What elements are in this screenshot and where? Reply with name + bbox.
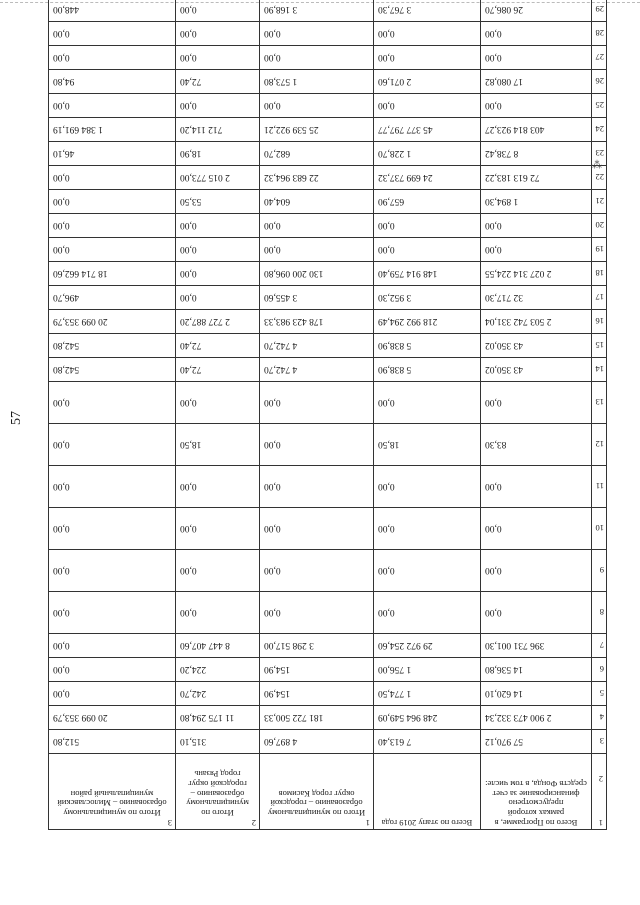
header-mark: 1 [365,818,370,828]
table-row [49,424,607,466]
table-row [49,262,607,286]
table-cell: 0,00 [176,592,260,634]
header-cell-stage-2019: Всего по этапу 2019 года [374,754,481,830]
header-text: Итого по муниципальному образованию – Милославский муниципальный район [57,788,167,819]
table-row [49,508,607,550]
table-row [49,0,607,22]
table-cell: 0,00 [176,508,260,550]
table-cell: 1 756,00 [374,658,481,682]
row-index-cell: 15 [592,334,607,358]
table-cell: 403 814 923,27 [481,118,592,142]
table-cell: 0,00 [374,46,481,70]
row-index-cell: 18 [592,262,607,286]
row-index-cell: 27 [592,46,607,70]
row-index-cell: 24 [592,118,607,142]
header-cell-total-program: Всего по Программе, в рамках которой предусмотрено финансирование за счет средств Фонда, в том числе: [481,754,592,830]
row-index-cell: 11 [592,466,607,508]
table-cell: 11 175 294,80 [176,706,260,730]
table-cell: 0,00 [49,382,176,424]
table-cell: 1 774,50 [374,682,481,706]
table-cell: 8 447 407,60 [176,634,260,658]
header-mark: 2 [251,818,256,828]
table-cell: 24 699 737,32 [374,166,481,190]
table-cell: 2 015 773,00 [176,166,260,190]
table-cell: 3 767,30 [374,0,481,22]
table-cell: 0,00 [374,382,481,424]
table-row [49,382,607,424]
table-cell: 315,10 [176,730,260,754]
table-cell: 29 972 254,60 [374,634,481,658]
table-cell: 682,70 [260,142,374,166]
table-body [49,0,607,830]
table-row [49,466,607,508]
table-cell: 0,00 [481,550,592,592]
table-cell: 0,00 [481,382,592,424]
table-cell: 7 613,40 [374,730,481,754]
table-cell: 4 742,70 [260,334,374,358]
table-cell: 2 503 742 331,04 [481,310,592,334]
row-index-cell: 22 [592,166,607,190]
row-index-cell: 28 [592,22,607,46]
table-row [49,214,607,238]
table-cell: 94,80 [49,70,176,94]
rotated-table-sheet [49,4,607,830]
table-row [49,70,607,94]
row-index-cell: 12 [592,424,607,466]
table-cell: 46,10 [49,142,176,166]
scan-speck: ⁂ [592,160,602,171]
row-index-cell: 21 [592,190,607,214]
table-cell: 0,00 [176,262,260,286]
table-cell: 0,00 [374,466,481,508]
table-cell: 0,00 [374,238,481,262]
table-cell: 18,50 [176,424,260,466]
table-cell: 0,00 [49,634,176,658]
table-row [49,166,607,190]
row-index-cell: 3 [592,730,607,754]
header-text: Итого по муниципальному образованию – городской округ город Рязань [186,769,249,819]
table-cell: 242,70 [176,682,260,706]
row-index-cell: 10 [592,508,607,550]
table-cell: 53,50 [176,190,260,214]
table-cell: 0,00 [176,550,260,592]
header-mark: 3 [167,818,172,828]
row-index-cell: 29 [592,0,607,22]
table-cell: 0,00 [176,382,260,424]
table-cell: 542,80 [49,358,176,382]
table-cell: 0,00 [176,466,260,508]
row-index-label: 2 [598,774,603,785]
table-row [49,634,607,658]
row-index-cell: 4 [592,706,607,730]
table-cell: 0,00 [49,682,176,706]
table-row [49,550,607,592]
table-cell: 0,00 [49,22,176,46]
table-cell: 0,00 [260,466,374,508]
table-cell: 72 613 183,22 [481,166,592,190]
table-cell: 0,00 [49,166,176,190]
table-row [49,682,607,706]
table-cell: 148 914 759,40 [374,262,481,286]
table-cell: 0,00 [49,658,176,682]
table-cell: 43 350,02 [481,334,592,358]
table-cell: 83,30 [481,424,592,466]
table-cell: 0,00 [49,214,176,238]
row-index-cell: 20 [592,214,607,238]
table-cell: 154,90 [260,682,374,706]
table-cell: 181 722 500,33 [260,706,374,730]
table-header-row [49,754,607,830]
table-cell: 496,70 [49,286,176,310]
table-cell: 178 423 983,33 [260,310,374,334]
table-cell: 3 455,60 [260,286,374,310]
table-cell: 657,90 [374,190,481,214]
table-row [49,190,607,214]
row-index-cell: 17 [592,286,607,310]
table-cell: 512,80 [49,730,176,754]
table-row [49,46,607,70]
table-cell: 0,00 [481,94,592,118]
table-cell: 1 573,80 [260,70,374,94]
table-cell: 0,00 [176,22,260,46]
header-cell-miloslavsky [49,754,176,830]
table-cell: 0,00 [260,508,374,550]
row-index-cell: 16 [592,310,607,334]
table-cell: 0,00 [260,22,374,46]
table-cell: 32 717,30 [481,286,592,310]
table-cell: 0,00 [374,214,481,238]
table-cell: 25 539 922,21 [260,118,374,142]
table-cell: 0,00 [49,424,176,466]
table-cell: 0,00 [374,508,481,550]
table-cell: 0,00 [481,214,592,238]
table-cell: 0,00 [49,466,176,508]
table-cell: 2 027 314 224,55 [481,262,592,286]
table-cell: 0,00 [481,46,592,70]
table-cell: 0,00 [260,592,374,634]
table-cell: 17 080,82 [481,70,592,94]
table-cell: 3 168,90 [260,0,374,22]
row-index-cell: 9 [592,550,607,592]
table-cell: 4 742,70 [260,358,374,382]
table-cell: 14 536,80 [481,658,592,682]
table-row [49,310,607,334]
table-cell: 0,00 [260,46,374,70]
table-cell: 72,40 [176,334,260,358]
table-row [49,286,607,310]
table-cell: 0,00 [374,22,481,46]
table-cell: 0,00 [260,382,374,424]
table-cell: 0,00 [481,466,592,508]
table-cell: 0,00 [49,592,176,634]
table-cell: 396 731 001,30 [481,634,592,658]
table-row [49,94,607,118]
table-cell: 18,90 [176,142,260,166]
table-cell: 72,40 [176,358,260,382]
table-cell: 712 114,20 [176,118,260,142]
table-cell: 43 350,02 [481,358,592,382]
table-cell: 0,00 [260,424,374,466]
row-index-cell: 13 [592,382,607,424]
table-cell: 0,00 [49,190,176,214]
table-cell: 0,00 [176,46,260,70]
table-cell: 0,00 [481,238,592,262]
table-cell: 0,00 [260,214,374,238]
table-cell: 4 897,60 [260,730,374,754]
table-cell: 2 071,60 [374,70,481,94]
table-cell: 0,00 [374,94,481,118]
row-index-label: 1 [598,818,603,828]
table-cell: 0,00 [481,22,592,46]
table-cell: 2 900 473 332,34 [481,706,592,730]
row-index-cell: 25 [592,94,607,118]
table-row [49,358,607,382]
table-cell: 0,00 [374,592,481,634]
table-cell: 0,00 [176,214,260,238]
row-index-cell: 23 [592,142,607,166]
row-index-cell: 7 [592,634,607,658]
table-cell: 20 099 353,79 [49,310,176,334]
table-cell: 20 099 353,79 [49,706,176,730]
table-cell: 72,40 [176,70,260,94]
table-cell: 5 838,90 [374,358,481,382]
table-row [49,118,607,142]
table-cell: 0,00 [176,238,260,262]
table-cell: 8 738,42 [481,142,592,166]
row-index-cell: 14 [592,358,607,382]
table-cell: 0,00 [481,592,592,634]
table-cell: 448,00 [49,0,176,22]
table-cell: 154,90 [260,658,374,682]
row-index-cell: 19 [592,238,607,262]
table-cell: 1 384 691,19 [49,118,176,142]
header-text: Итого по муниципальному образованию – городской округ город Касимов [267,788,366,819]
table-cell: 0,00 [49,508,176,550]
table-cell: 0,00 [176,286,260,310]
table-cell: 0,00 [374,550,481,592]
header-cell-ryazan [176,754,260,830]
table-cell: 0,00 [49,46,176,70]
table-cell: 0,00 [260,238,374,262]
table-cell: 248 964 549,09 [374,706,481,730]
table-cell: 57 970,12 [481,730,592,754]
row-index-cell: 26 [592,70,607,94]
table-cell: 0,00 [481,508,592,550]
table-cell: 218 992 294,49 [374,310,481,334]
table-cell: 18,50 [374,424,481,466]
table-row [49,730,607,754]
table-cell: 18 714 662,60 [49,262,176,286]
table-row [49,658,607,682]
table-cell: 0,00 [260,550,374,592]
table-cell: 26 086,70 [481,0,592,22]
table-cell: 0,00 [176,0,260,22]
row-index-cell: 6 [592,658,607,682]
table-row [49,142,607,166]
table-cell: 604,40 [260,190,374,214]
row-index-cell: 5 [592,682,607,706]
table-cell: 14 620,10 [481,682,592,706]
table-cell: 0,00 [49,94,176,118]
table-cell: 5 838,90 [374,334,481,358]
row-index-cell: 8 [592,592,607,634]
table-row [49,22,607,46]
table-cell: 130 200 096,80 [260,262,374,286]
table-cell: 22 683 964,32 [260,166,374,190]
table-cell: 0,00 [49,550,176,592]
table-cell: 45 377 797,77 [374,118,481,142]
table-cell: 0,00 [260,94,374,118]
table-row [49,334,607,358]
table-cell: 3 952,30 [374,286,481,310]
table-cell: 1 894,30 [481,190,592,214]
row-index-header-cell [592,754,607,830]
table-cell: 0,00 [176,94,260,118]
data-table [48,0,607,830]
page-number: 57 [9,411,24,425]
table-row [49,592,607,634]
header-cell-kasimov [260,754,374,830]
table-cell: 3 298 517,00 [260,634,374,658]
table-cell: 542,80 [49,334,176,358]
table-cell: 2 727 887,20 [176,310,260,334]
table-cell: 0,00 [49,238,176,262]
table-row [49,706,607,730]
table-cell: 224,20 [176,658,260,682]
table-row [49,238,607,262]
table-cell: 1 228,70 [374,142,481,166]
